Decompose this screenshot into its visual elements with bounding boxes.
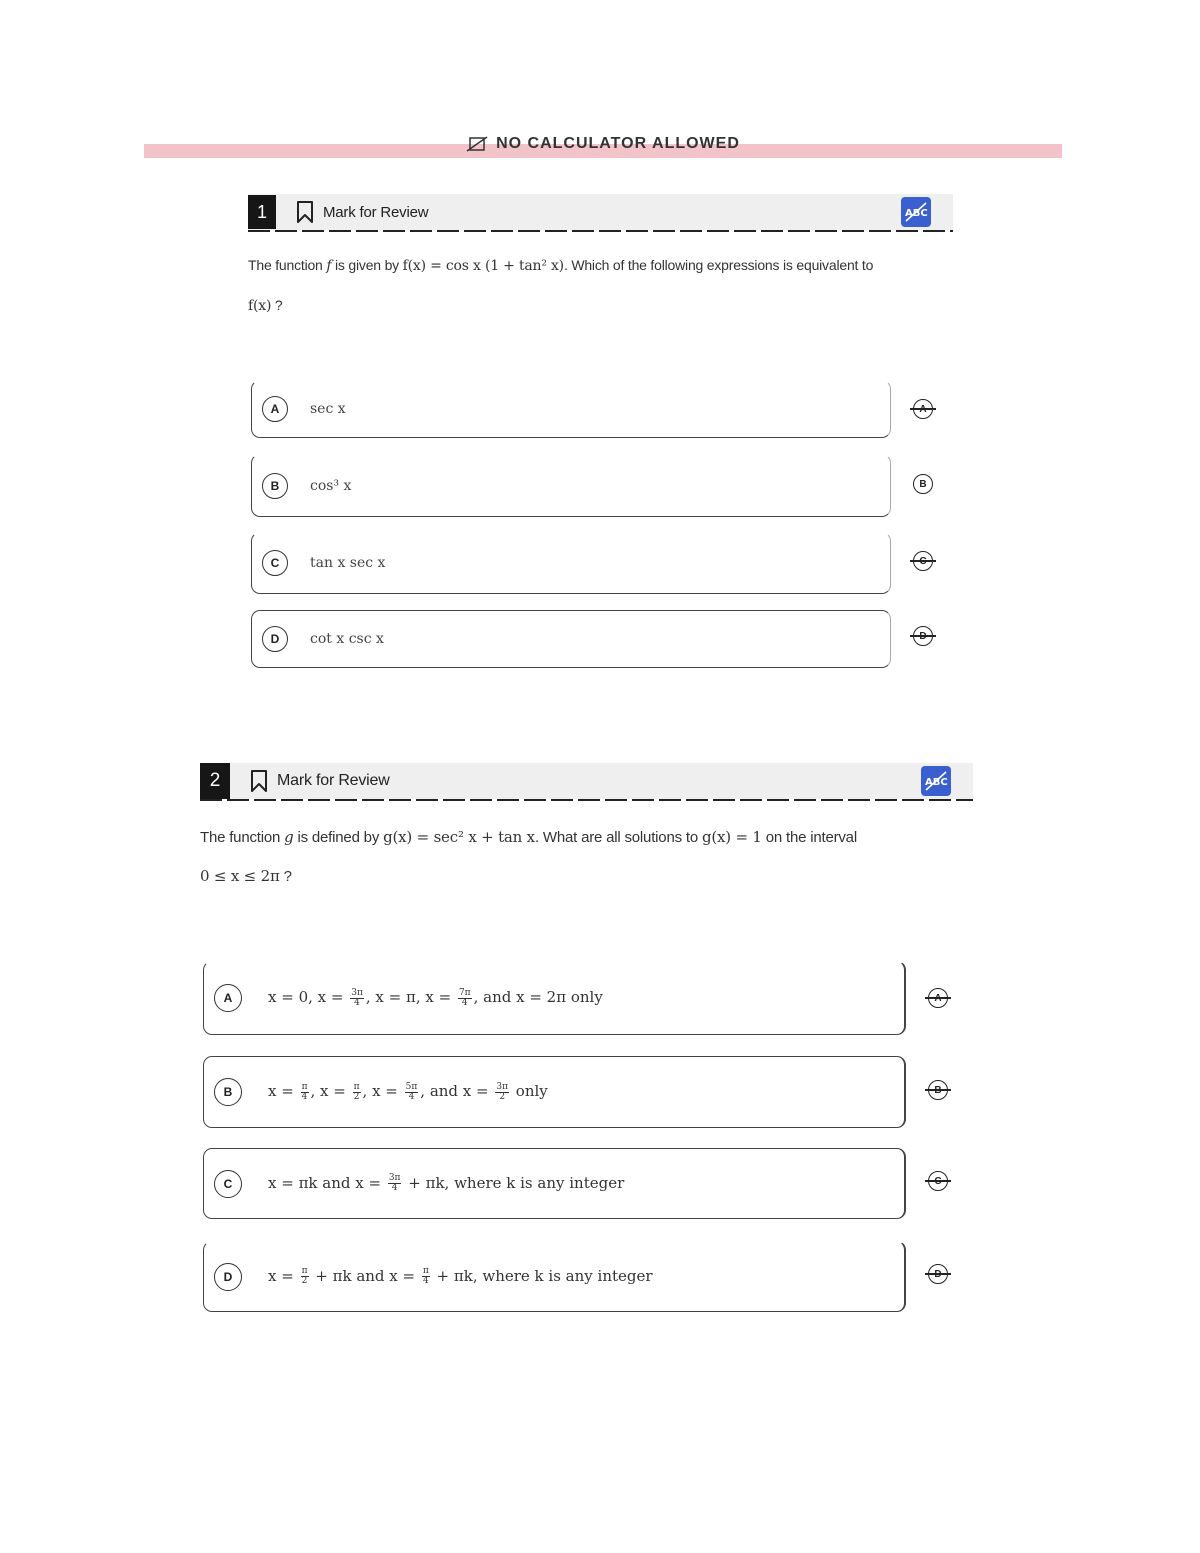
choice-text-part: + πk, where k is any integer [403,1173,625,1192]
question-number: 2 [200,763,230,799]
mark-for-review-button[interactable] [250,769,390,793]
abc-strikethrough-button[interactable] [921,766,951,796]
choice-text: cot x csc x [310,631,384,647]
choice-text-part: , and x = 2π only [473,988,603,1007]
choice-d[interactable] [251,610,891,668]
fraction-denominator: 4 [391,1183,398,1194]
fraction [350,989,364,1008]
svg-text:ABC: ABC [905,208,928,219]
choice-c[interactable] [251,532,891,594]
choice-a[interactable] [203,961,906,1035]
choice-text-part: x = [268,1266,299,1285]
banner-text: NO CALCULATOR ALLOWED [496,135,740,152]
question-header [200,763,973,799]
choice-text-part: x = [268,1082,299,1101]
fraction [495,1083,509,1102]
choice-text-part: only [511,1082,548,1101]
fraction [301,1083,309,1102]
stem-text: . Which of the following expressions is equivalent to [563,257,874,273]
choice-text-part: , x = [362,1082,403,1101]
stem-math: g(x) = sec² x + tan x [383,828,535,846]
stem-math: 0 ≤ x ≤ 2π [200,867,280,885]
choice-text-part: , x = π, x = [365,988,456,1007]
question-number: 1 [248,195,276,229]
choice-text: sec x [310,401,346,417]
fraction-denominator: 2 [499,1091,506,1102]
fraction-numerator: 7π [458,987,471,998]
fraction [422,1267,430,1286]
choice-text-part: + πk, where k is any integer [431,1266,653,1285]
choice-text [268,1267,653,1287]
strike-letter: B [913,474,933,494]
stem-text: The function [248,257,327,273]
no-calculator-banner [144,135,1062,158]
strike-choice-b-button[interactable] [910,473,936,495]
mark-for-review-label: Mark for Review [323,203,429,221]
fraction-numerator: 5π [405,1081,418,1092]
choice-letter: D [214,1263,242,1291]
stem-text: is given by [331,257,403,273]
fraction-denominator: 4 [408,1091,415,1102]
question-1 [248,194,953,647]
mark-for-review-label: Mark for Review [277,772,390,789]
no-calculator-icon [466,136,488,152]
stem-math: g [284,828,294,846]
choice-b[interactable] [203,1056,906,1128]
choice-c[interactable] [203,1148,906,1219]
fraction-numerator: 3π [496,1081,509,1092]
stem-math: f(x) = cos x (1 + tan² x) [402,258,564,274]
fraction-numerator: 3π [351,987,363,998]
strike-choice-b-button[interactable] [925,1079,951,1101]
fraction-denominator: 4 [301,1091,308,1102]
fraction-numerator: 3π [388,1173,401,1184]
bookmark-icon [250,769,268,793]
choice-b[interactable] [251,454,891,517]
stem-math: f(x) [248,298,272,314]
stem-text: The function [200,829,285,846]
fraction-denominator: 2 [301,1276,308,1287]
fraction-numerator: π [353,1081,360,1092]
choice-a[interactable] [251,380,891,438]
choice-letter: C [262,550,288,576]
stem-text: . What are all solutions to [534,829,702,846]
fraction [353,1083,361,1102]
choice-text: tan x sec x [310,555,386,571]
fraction-numerator: π [301,1266,308,1277]
stem-text: ? [279,868,292,885]
question-stem [200,818,973,896]
fraction [458,989,472,1008]
choice-text [268,1174,624,1194]
abc-strikethrough-button[interactable] [901,197,931,227]
abc-strikethrough-icon [903,199,929,225]
mark-for-review-button[interactable] [296,200,428,224]
choice-letter: A [262,396,288,422]
stem-math: g(x) = 1 [701,828,762,846]
choice-letter: B [262,473,288,499]
choice-text-part: x = 0, x = [268,988,349,1007]
strike-choice-c-button[interactable] [925,1170,951,1192]
strike-choice-d-button[interactable] [910,625,936,647]
question-stem [248,246,953,326]
strike-choice-d-button[interactable] [925,1263,951,1285]
stem-math: f [326,258,332,274]
fraction [301,1267,309,1286]
strike-choice-a-button[interactable] [910,398,936,420]
choice-text-part: , x = [310,1082,351,1101]
fraction-denominator: 4 [422,1276,429,1287]
choice-text-part: x = πk and x = [268,1173,386,1192]
choice-d[interactable] [203,1241,906,1312]
fraction-denominator: 4 [354,997,360,1008]
fraction [388,1174,402,1193]
stem-text: is defined by [293,829,384,846]
strike-choice-c-button[interactable] [910,550,936,572]
choice-letter: C [214,1170,242,1198]
stem-text: on the interval [761,829,857,846]
question-header [248,194,953,230]
choice-letter: D [262,626,288,652]
strike-choice-a-button[interactable] [925,987,951,1009]
svg-text:ABC: ABC [925,777,948,788]
choice-text [268,988,603,1008]
abc-strikethrough-icon [923,768,949,794]
choice-text-part: , and x = [420,1082,494,1101]
fraction-numerator: π [301,1081,308,1092]
fraction-numerator: π [422,1266,429,1277]
fraction-denominator: 4 [461,997,468,1008]
choice-letter: A [214,984,242,1012]
fraction-denominator: 2 [353,1091,360,1102]
stem-text: ? [271,297,283,313]
choice-text [268,1082,548,1102]
choice-letter: B [214,1078,242,1106]
bookmark-icon [296,200,314,224]
fraction [405,1083,419,1102]
choice-text: cos³ x [310,477,352,494]
choice-text-part: + πk and x = [310,1266,420,1285]
